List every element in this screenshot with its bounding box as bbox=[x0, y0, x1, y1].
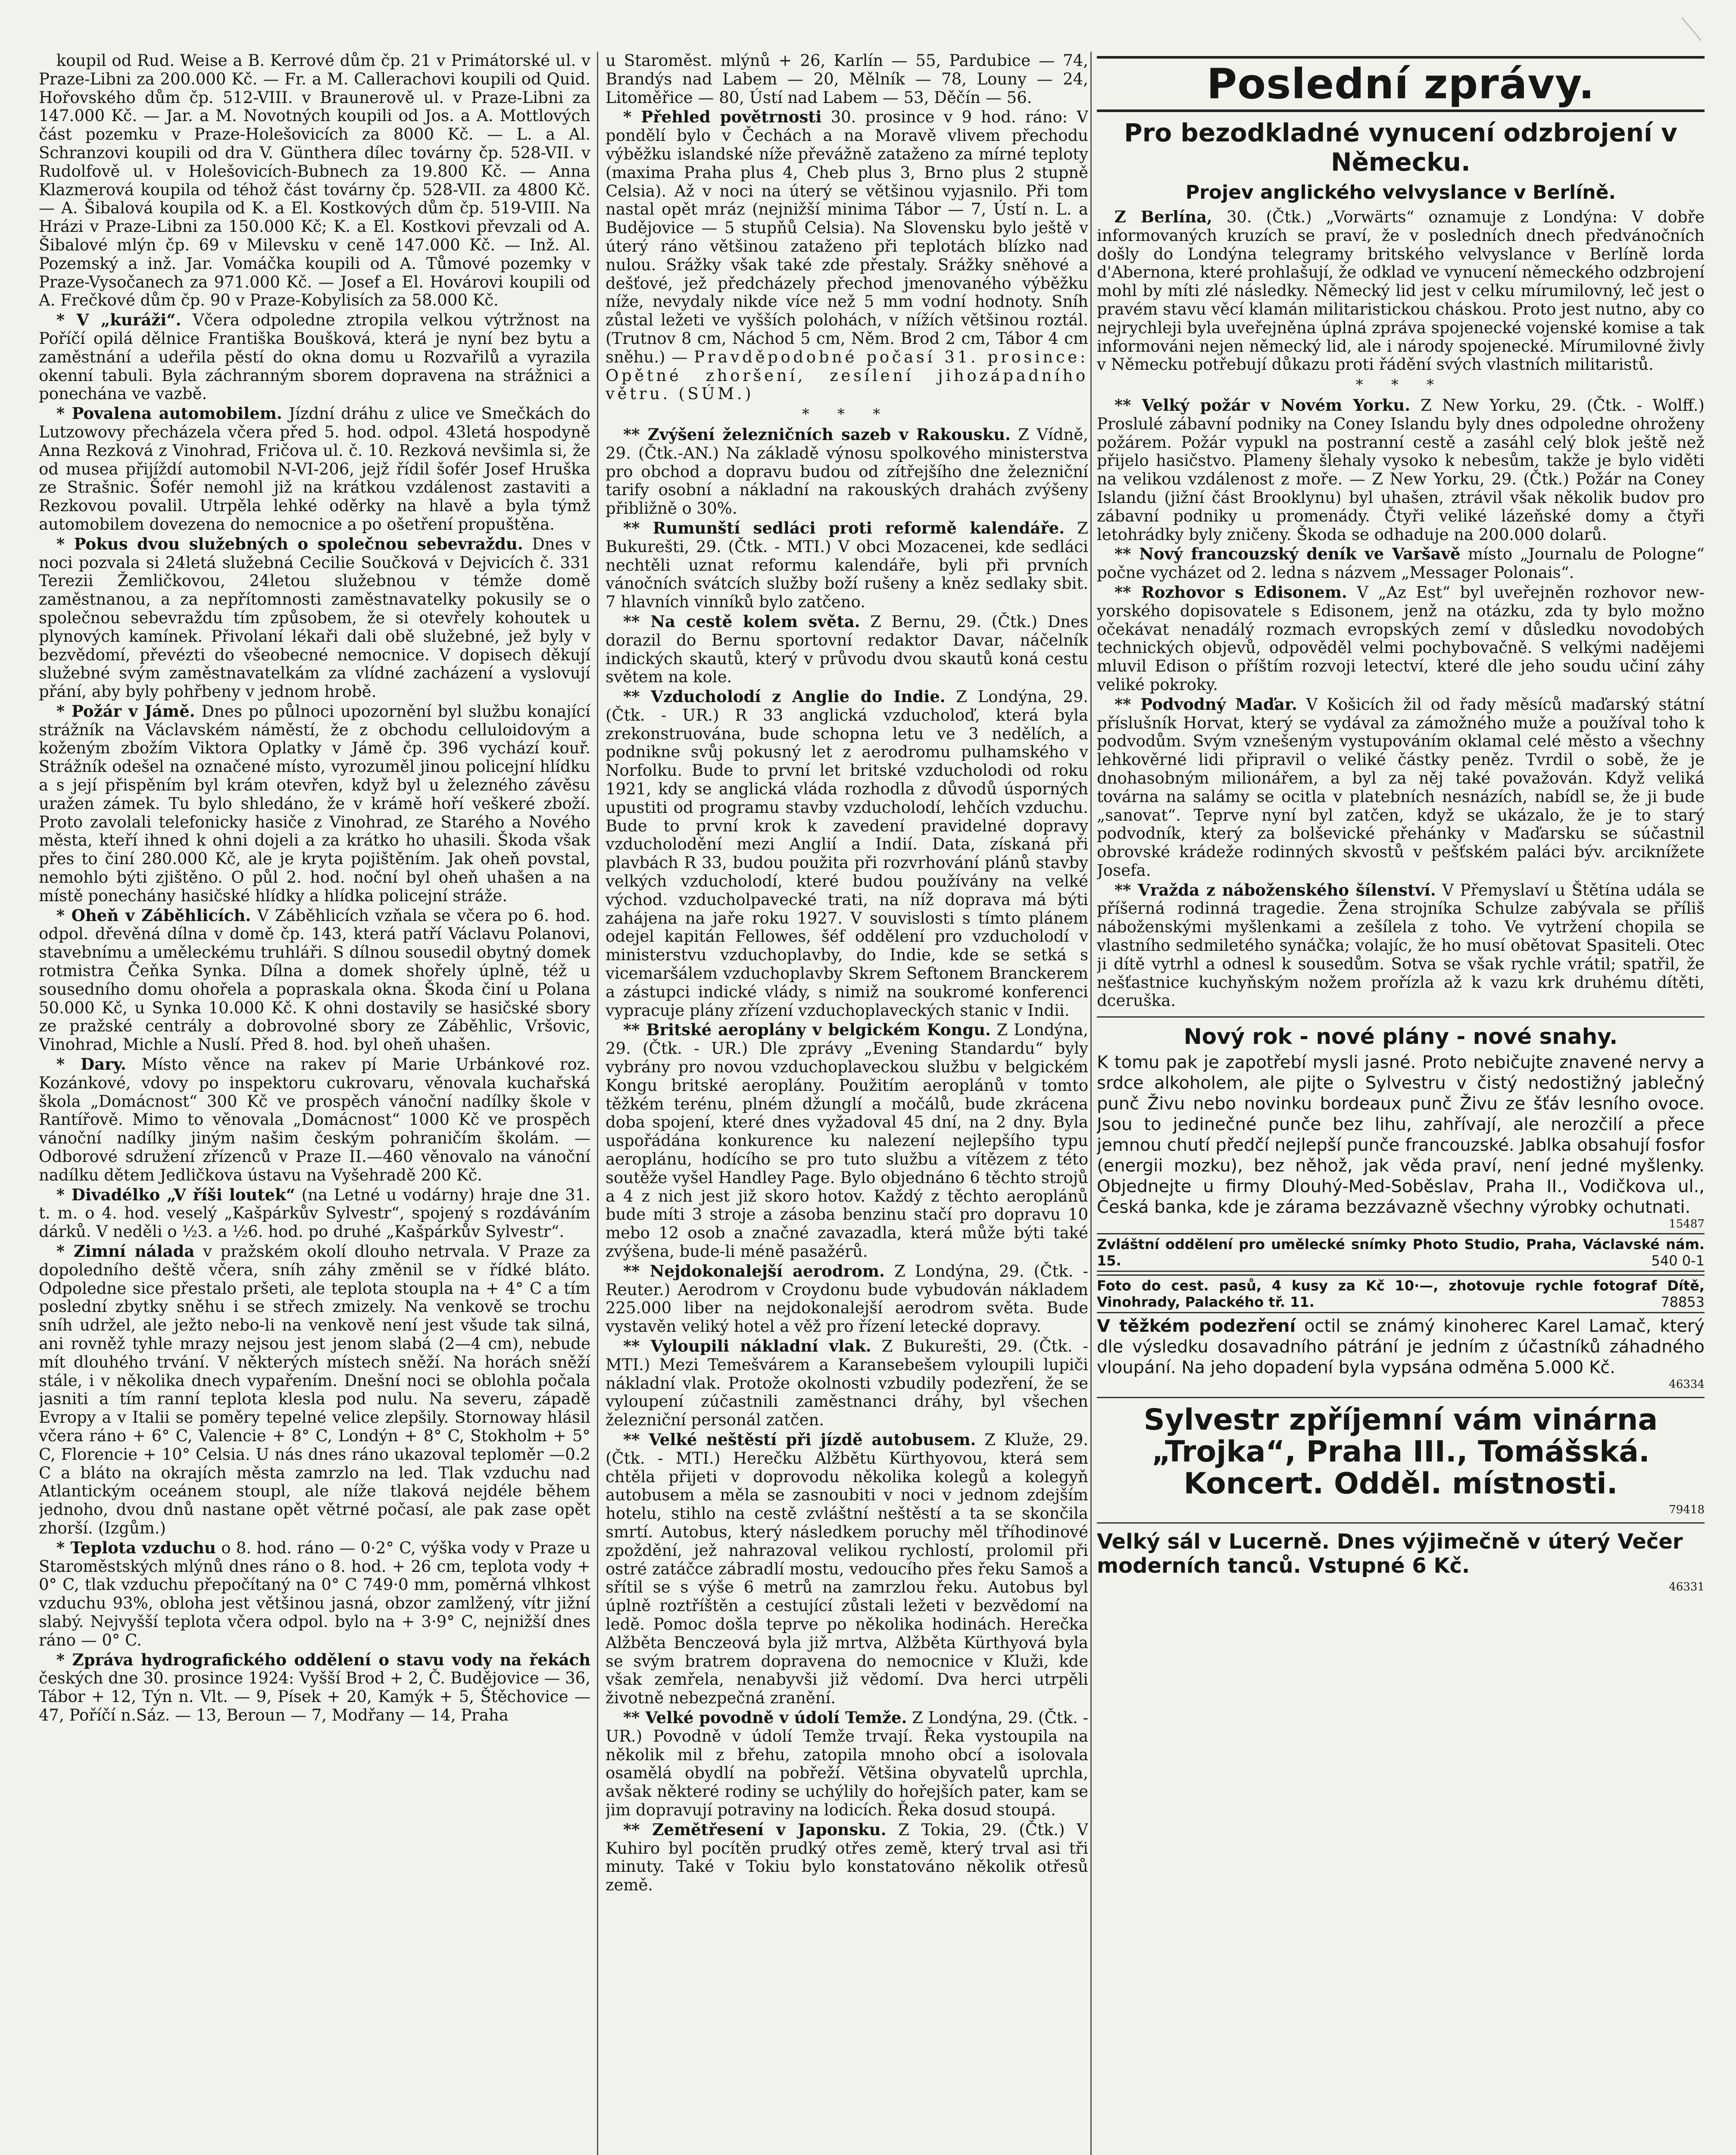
article-rumunsti-sedlaci: ** Rumunští sedláci proti reformě kalendáře. Z Bukurešti, 29. (Čtk. - MTI.) V obci Mozacenei, kde sedláci nechtěli uznat reformu kalendáře, byli při prvních vánočních svátcích služby boží rušeny a kněz sedlaky sbit. 7 hlavních vinníků bylo zatčeno. bbox=[606, 518, 1088, 612]
article-zimni-nalada: * Zimní nálada v pražském okolí dlouho netrvala. V Praze za dopoledního deště včera, sníh záhy změnil se v řídké bláto. Odpoledne sice přestalo pršeti, ale teplota stoupla na + 4° C a tím poslední zbytky sněhu i se střech zmizely. Na venkově se trochu sníh udržel, ale ježto nebo-li na venkově není jest všude tak silná, ani rovněž tyhle mrazy nejsou jest jenom slabá (2—4 cm), nebude mít dlouhého trvání. V některých místech sněží. Na horách sněží stále, i v několika dnech vypařením. Dnešní noci se oblohla počala jasniti a tím ranní teplota klesla pod nulu. Na severu, západě Evropy a v Italii se poměry tepelné velice zlepšily. Stornoway hlásil včera ráno + 6° C, Valencie + 8° C, Londýn + 8° C, Stokholm + 5° C, Florencie + 10° Celsia. U nás dnes ráno ukazoval teploměr —0.2 C a bláto na okrajích města zamrzlo na led. Tlak vzduchu nad Atlantickým oceánem stoupl, ale níže tlaková nejdéle během jednoho, dvou dnů nastane opět větrné počasí, ale pak zase opět zhorší. (Izgům.) bbox=[39, 1242, 590, 1537]
page-corner-fold bbox=[1681, 0, 1725, 41]
article-povalena: * Povalena automobilem. Jízdní dráhu z ulice ve Smečkách do Lutzowovy přecházela včera před 5. hod. odpol. 43letá hospodyně Anna Rezková z Vinohrad, Fričova ul. č. 10. Rezková nevšimla si, že od musea přijíždí automobil N-VI-206, jejž řídil šofér Josef Hruška ze Strašnic. Šofér nemohl již na krátkou vzdálenost zastaviti a Rezkovou povalil. Utrpěla lehké oděrky na hlavě a byla týmž automobilem dovezena do nemocnice a po ošetření propuštěna. bbox=[39, 404, 590, 534]
article-kurazi: * V „kuráži“. Včera odpoledne ztropila velkou výtržnost na Poříčí opilá dělnice Františka Boušková, která je nyní bez bytu a zaměstnání a udeřila pěstí do okna domu u Rozvařilů a vyrazila okenní tabuli. Byla záchranným sborem dopravena na strážnici a ponechána ve vazbě. bbox=[39, 310, 590, 403]
article-hydrograficke: * Zpráva hydrografického oddělení o stavu vody na řekách českých dne 30. prosince 1924: Vyšší Brod + 2, Č. Budějovice — 36, Tábor + 12, Týn n. Vlt. — 9, Písek + 20, Kamýk + 5, Štěchovice — 47, Poříčí n.Sáz. — 13, Beroun — 7, Modřany — 14, Praha bbox=[39, 1650, 590, 1724]
divider bbox=[1097, 1522, 1705, 1524]
article-vrazda: ** Vražda z náboženského šílenství. V Přemyslaví u Štětína udála se příšerná rodinná tragedie. Žena strojníka Schulze zabývala se příliš náboženskými myšlenkami a zešílela z toho. Ve vytržení chopila se vlastního sedmiletého synáčka; volajíc, že ho musí obětovat Spasiteli. Otec ji dítě vytrhl a odnesl k sousedům. Sotva se však rychle vrátil; spatřil, že nešťastnice kuchyňským nožem prořízla až k vazu krk druhému dítěti, dceruška. bbox=[1097, 880, 1705, 1010]
column-rule bbox=[1090, 52, 1092, 2155]
ad-vinarna-trojka: Sylvestr zpříjemní vám vinárna „Trojka“, Praha III., Tomášská. Koncert. Odděl. místnosti. bbox=[1143, 1403, 1658, 1501]
column-rule bbox=[597, 52, 598, 2155]
article-podvodny-madar: ** Podvodný Maďar. V Košicích žil od řady měsíců maďarský státní příslušník Horvat, který se vydával za zámožného muže a používal toho k podvodům. Svým vznešeným vystupováním oklamal celé město a všechny lehkověrné lidi připravil o veliké částky peněz. Tvrdil o sobě, že je dnohasobným milionářem, a byl za něj také považován. Když veliká továrna na salámy se ocitla v platebních nesnázích, nabídl se, že ji bude „sanovat“. Teprve nyní byl zatčen, když se ukázalo, že je to starý podvodník, který za bolševické přehánky v Maďarsku se súčastnil obrovské krádeže rodinných skvostů v pešťském paláci býv. arciknížete Josefa. bbox=[1097, 694, 1705, 880]
article-povodne-temze: ** Velké povodně v údolí Temže. Z Londýna, 29. (Čtk. - UR.) Povodně v údolí Temže trvají. Řeka vystoupila na několik mil z břehu, zatopila mnoho obcí a isolovala osamělá obydlí na pobřeží. Většina obyvatelů uprchla, avšak některé rodiny se uchýlily do hořejších pater, kam se jim dopravují potraviny na lodicích. Řeka dosud stoupá. bbox=[606, 1708, 1088, 1819]
lead-subheadline: Projev anglického velvyslance v Berlíně. bbox=[1185, 181, 1616, 203]
article-edison: ** Rozhovor s Edisonem. V „Az Est“ byl uveřejněn rozhovor new-yorského dopisovatele s Edisonem, jenž na otázku, zda ty bylo možno očekávat nenadálý rozmach evropských zemí v důsledku novodobých technických objevů, odpověděl velmi pochybovačně. S velkými nadějemi mluvil Edison o příštím rozvoji letectví, které dle jeho soudu učiní záhy veliké pokroky. bbox=[1097, 582, 1705, 694]
separator-stars: * * * bbox=[1355, 376, 1446, 394]
ad-photo-studio: Zvláštní oddělení pro umělecké snímky Photo Studio, Praha, Václavské nám. 15. 540 0-1 bbox=[1097, 1233, 1705, 1272]
article-water-levels-cont: u Staroměst. mlýnů + 26, Karlín — 55, Pardubice — 74, Brandýs nad Labem — 20, Mělník — 78, Louny — 24, Litoměřice — 80, Ústí nad Labem — 53, Děčín — 56. bbox=[606, 52, 1088, 107]
section-title: Poslední zprávy. bbox=[1097, 56, 1705, 112]
article-divadelko: * Divadélko „V říši loutek“ (na Letné u vodárny) hraje dne 31. t. m. o 4. hod. veselý „Kašpárkův Sylvestr“, spojený s rozdáváním dárků. V neděli o ½3. a ½6. hod. po druhé „Kašpárkův Sylvestr“. bbox=[39, 1185, 590, 1241]
ad-number: 46334 bbox=[1669, 1378, 1705, 1391]
article-dary: * Dary. Místo věnce na rakev pí Marie Urbánkové roz. Kozánkové, vdovy po inspektoru cukrovaru, věnovala kuchařská škola „Domácnost“ 300 Kč ve prospěch vánoční nadílky škole v Rantířově. Mimo to věnovala „Domácnost“ 1000 Kč ve prospěch vánoční nadílky jiným našim českým pohraničím školám. — Odborové sdružení zřízenců v Praze II.—460 věnovalo na vánoční nadílku dětem Jedličkova ústavu na Vyšehradě 200 Kč. bbox=[39, 1055, 590, 1184]
article-kolem-sveta: ** Na cestě kolem světa. Z Bernu, 29. (Čtk.) Dnes dorazil do Bernu sportovní redaktor Davar, náčelník indických skautů, který v průvodu dvou skautů koná cestu světem na kole. bbox=[606, 612, 1088, 687]
article-sebevrazda: * Pokus dvou služebných o společnou sebevraždu. Dnes v noci pozvala si 24letá služebná Cecilie Součková v Dejvicích č. 331 Terezii Žemličkovou, 24letou služebnou v témže domě zaměstnanou, a za nepřítomnosti zaměstnavatelky pokusily se o společnou sebevraždu tím způsobem, že si otevřely kohoutek u plynových kamínek. Přivolaní lékaři dali obě služebné, jež byly v bezvědomí, převézti do všeobecné nemocnice. V dopisech děkují služebné svým zaměstnavatelkám za vlídné zacházení a vyslovují přání, aby byly pohřbeny v jednom hrobě. bbox=[39, 534, 590, 701]
article-francouzsky-denik: ** Nový francouzský deník ve Varšavě místo „Journalu de Pologne“ počne vycházet od 2. ledna s názvem „Messager Polonais“. bbox=[1097, 544, 1705, 582]
ad-punc-headline: Nový rok - nové plány - nové snahy. bbox=[1183, 1024, 1618, 1049]
article-vzducholodi: ** Vzducholodí z Anglie do Indie. Z Londýna, 29. (Čtk. - UR.) R 33 anglická vzducholoď, která byla zrekonstruována, bude schopna letu ve 3 nedělích, a podnikne svůj pokusný let z aerodromu pulhamského v Norfolku. Bude to první let britské vzducholodi od roku 1921, kdy se anglická vláda rozhodla z důvodů úsporných upustiti od programu stavby vzducholodí, lehčích vzduchu. Bude to první krok k zavedení pravidelné dopravy vzducholodění mezi Anglií a Indií. Data, získaná při plavbách R 33, budou použita při rozvrhování plánů stavby velkých vzducholodí, které budou používány na velké východ. vzducholpavecké trati, na níž doprava má býti zahájena na jaře roku 1927. V souvislosti s tímto plánem odejel kapitán Fellowes, šéf oddělení pro vzducholodí v ministerstvu vzduchoplavby, do Indie, kde se setká s vicemaršálem vzduchoplavby Skrem Seftonem Branckerem a zástupci indické vlády, s nimiž na soukromé konferenci vypracuje plány zřízení vzduchoplaveckých stanic v Indii. bbox=[606, 687, 1088, 1020]
article-vyloupili-vlak: ** Vyloupili nákladní vlak. Z Bukurešti, 29. (Čtk. - MTI.) Mezi Temešvárem a Karansebešem vyloupili lupiči nákladní vlak. Protože okolnosti vzbudily podezření, že se vyloupení zúčastnili zaměstnanci dráhy, byl všechen železniční personál zatčen. bbox=[606, 1336, 1088, 1430]
article-prehled-povetrnosti: * Přehled povětrnosti 30. prosince v 9 hod. ráno: V pondělí bylo v Čechách a na Moravě vlivem přechodu výběžku islandské níže převážně zataženo za mírné teploty (maxima Praha plus 4, Cheb plus 3, Brno plus 2 stupně Celsia). Až v noci na úterý se většinou vyjasnilo. Při tom nastal opět mráz (nejnižší minima Tábor — 7, Ústí n. L. a Budějovice — 5 stupňů Celsia). Na Slovensku bylo ještě v úterý ráno většinou zataženo při teplotách blízko nad nulou. Srážky však také zde přestaly. Srážky sněhové a dešťové, jež předcházely přechod jmenovaného výběžku níže, nevydaly nikde více než 5 mm vodní hodnoty. Sníh zůstal ležeti ve vyšších polohách, v nížích většinou roztál. (Trutnov 8 cm, Náchod 5 cm, Něm. Brod 2 cm, Tábor 4 cm sněhu.) — Pravděpodobné počasí 31. prosince: Opětné zhoršení, zesílení jihozápadního větru. (SÚM.) bbox=[606, 107, 1088, 403]
article-nestesti-autobus: ** Velké neštěstí při jízdě autobusem. Z Kluže, 29. (Čtk. - MTI.) Herečku Alžbětu Kürthyovou, která sem chtěla přijeti v doprovodu několika kolegů a kolegyň autobusem a měla se zasnoubiti v noci v jednom zdejším hotelu, stihlo na cestě zvláštní neštěstí a ta se skončila smrtí. Autobus, který následkem poruchy měl tříhodinové zpoždění, jež nahrazoval velikou rychlostí, prolomil při ostré zatáčce zábradlí mostu, vedoucího přes řeku Samoš a sřítil se s výše 6 metrů na zamrzlou řeku. Autobus byl úplně roztříštěn a cestující zůstali ležeti v bezvědomí na ledě. Pomoc došla teprve po několika hodinách. Herečka Alžběta Benczeová byla již mrtva, Alžběta Kürthyová byla se svým bratrem dopravena do nemocnice v Kluži, kde však zemřela, nenabyvši již vědomí. Dva herci utrpěli životně nebezpečná zranění. bbox=[606, 1430, 1088, 1708]
article-real-estate: koupil od Rud. Weise a B. Kerrové dům čp. 21 v Primátorské ul. v Praze-Libni za 200.000 Kč. — Fr. a M. Callerachovi koupili od Quid. Hořovského dům čp. 512-VIII. v Braunerově ul. v Praze-Libni za 147.000 Kč. — Jar. a M. Novotných koupili od Jos. a A. Mottlových část pozemku v Praze-Holešovicích za 8000 Kč. — L. a Al. Schranzovi koupili od dra V. Günthera dílec továrny čp. 528-VII. v Rudolfově ul. v Holešovicích-Bubnech za 19.800 Kč. — Anna Klazmerová koupila od téhož část továrny čp. 528-VII. za 4800 Kč. — A. Šibalová koupila od K. a El. Kostkových dům čp. 519-VIII. Na Hrázi v Praze-Libni za 150.000 Kč; K. a El. Kostkovi převzali od A. Šibalové mlýn čp. 69 v Milevsku v ceně 147.000 Kč. — Inž. Al. Pozemský a inž. Jar. Vomáčka koupili od A. Tůmové pozemky v Praze-Vysočanech za 971.000 Kč. — Josef a El. Hovárovi koupili od A. Frečkové dům čp. 90 v Praze-Kobylisích za 58.000 Kč. bbox=[39, 52, 590, 310]
ad-tezke-podezreni: V těžkém podezření octil se známý kinoherec Karel Lamač, který dle výsledku dosavadního pátrání je jedním z účastníků záhadného vloupání. Na jeho dopadení byla vypsána odměna 5.000 Kč. bbox=[1097, 1316, 1705, 1378]
article-aerodrom: ** Nejdokonalejší aerodrom. Z Londýna, 29. (Čtk. - Reuter.) Aerodrom v Croydonu bude vybudován nákladem 225.000 liber na nejdokonalejší aerodrom světa. Bude vystavěn veliký hotel a věž pro řízení letecké dopravy. bbox=[606, 1261, 1088, 1336]
article-zemetreseni: ** Zemětřesení v Japonsku. Z Tokia, 29. (Čtk.) V Kuhiro byl pocítěn prudký otřes země, který trval asi tři minuty. Také v Tokiu bylo konstatováno několik otřesů země. bbox=[606, 1820, 1088, 1895]
article-zvyseni-sazeb: ** Zvýšení železničních sazeb v Rakousku. Z Vídně, 29. (Čtk.-AN.) Na základě výnosu spolkového ministerstva pro obchod a dopravu budou od zítřejšího dne železniční tarify osobní a nákladní na rakouských drahách zvýšeny přibližně o 30%. bbox=[606, 425, 1088, 518]
ad-lucerna: Velký sál v Lucerně. Dnes výjimečně v úterý Večer moderních tanců. Vstupné 6 Kč. bbox=[1097, 1530, 1683, 1578]
article-ohen-zabehlice: * Oheň v Záběhlicích. V Záběhlicích vzňala se včera po 6. hod. odpol. dřevěná dílna v domě čp. 143, která patří Václavu Polanovi, stavebnímu a uměleckému truhláři. S dílnou sousedil obytný domek rotmistra Čeňka Synka. Dílna a domek shořely úplně, též u sousedního domu ohořela a popraskala okna. Škoda činí u Polana 50.000 Kč, u Synka 10.000 Kč. K ohni dostavily se hasičské sbory ze pražské centrály a dobrovolné sbory ze Záběhlic, Vršovic, Vinohrad, Michle a Nuslí. Před 8. hod. byl oheň uhašen. bbox=[39, 906, 590, 1054]
lead-headline: Pro bezodkladné vynucení odzbrojení v Německu. bbox=[1124, 118, 1677, 177]
ad-foto-pasu: Foto do cest. pasů, 4 kusy za Kč 10·—, zhotovuje rychle fotograf Dítě, Vinohrady, Palackého tř. 11. 78853 bbox=[1097, 1274, 1705, 1313]
article-pozar-v-jame: * Požár v Jámě. Dnes po půlnoci upozornění byl službu konající strážník na Václavském náměstí, že z obchodu celluloidovým a koženým zbožím Viktora Oplatky v Jámě čp. 396 vychází kouř. Strážník odešel na označené místo, vyrozuměl jinou policejní hlídku a s její přispěním byl krám otevřen, když byl u železného závěsu uražen zámek. Tu bylo shledáno, že v krámě hoří veškeré zboží. Proto zavolali telefonicky hasiče z Vinohrad, ze Starého a Nového města, kteří ihned k ohni dojeli a za krátko ho uhasili. Škoda však přes to činí 280.000 Kč, ale je kryta pojištěním. Jak oheň povstal, nemohlo býti zjištěno. O půl 2. hod. noční byl oheň uhašen a na místě ponechány hasičské hlídky a hlídka policejní stráže. bbox=[39, 701, 590, 905]
article-teplota: * Teplota vzduchu o 8. hod. ráno — 0·2° C, výška vody v Praze u Staroměstských mlýnů dnes ráno o 8. hod. + 26 cm, teplota vody + 0° C, tlak vzduchu přepočítaný na 0° C 749·0 mm, poměrná vlhkost vzduchu 93%, obloha jest většinou jasná, obzor zamlžený, vítr jižní slabý. Nejvyšší teplota včera odpol. bylo na + 3·9° C, nejnižší dnes ráno — 0° C. bbox=[39, 1538, 590, 1649]
column-left bbox=[39, 52, 590, 2155]
separator-stars: * * * bbox=[802, 406, 892, 423]
article-aeroplany-kongo: ** Britské aeroplány v belgickém Kongu. Z Londýna, 29. (Čtk. - UR.) Dle zprávy „Evening Standardu“ byly vybrány pro novou vzduchoplaveckou službu v belgickém Kongu britské aeroplány. Použitím aeroplánů v tomto těžkém terénu, plném džunglí a močálů, bude zkrácena doba spojení, které dnes vyžadoval 45 dní, na 2 dny. Byla uspořádána konkurence ku nalezení nejlepšího typu aeroplánu, hodícího se pro tuto službu a vítězem z této soutěže vyšel Handley Page. Bylo objednáno 6 těchto strojů a 4 z nich jest již skoro hotov. Každý z těchto aeroplánů bude míti 3 stroje a zásoba benzinu stačí pro dopravu 10 mebo 12 osob a značné zavazadla, která může býti také zvýšena, bude-li méně pasažérů. bbox=[606, 1020, 1088, 1261]
ad-number: 79418 bbox=[1669, 1503, 1705, 1517]
ad-number: 46331 bbox=[1669, 1580, 1705, 1594]
divider bbox=[1097, 1397, 1705, 1398]
article-pozar-new-york: ** Velký požár v Novém Yorku. Z New Yorku, 29. (Čtk. - Wolff.) Proslulé zábavní podniky na Coney Islandu byly dnes odpoledne ohroženy požárem. Požár vypukl na postranní cestě a zasáhl celý blok ještě než přijelo hasičstvo. Plameny šlehaly vysoko k nebesům, takže je bylo viděti na velikou vzdálenost z moře. — Z New Yorku, 29. (Čtk.) Požár na Coney Islandu (jižní část Brooklynu) byl uhašen, ztrávil však několik budov pro zábavní podniky u promenády. Čtyři veliké lázeňské domy a čtyři letohrádky byly zničeny. Škoda se odhaduje na 200.000 dolarů. bbox=[1097, 395, 1705, 544]
column-right bbox=[1097, 52, 1705, 2155]
ad-number: 15487 bbox=[1669, 1218, 1705, 1231]
ad-punc-body: K tomu pak je zapotřebí mysli jasné. Proto nebičujte znavené nervy a srdce alkoholem, ale pijte o Sylvestru v čistý nedostižný jablečný punč Živu nebo novinku bordeaux punč Živu ze šťáv lesního ovoce. Jsou to jedinečné punče bez lihu, zahřívají, ale nerozčilí a přece jemnou chutí předčí nejlepší punče francouzské. Jablka obsahují fosfor (energii mozku), bez něhož, jak věda praví, není jedné myšlenky. Objednejte u firmy Dlouhý-Med-Soběslav, Praha II., Vodičkova ul., Česká banka, kde je zárama bezzávazně všechny výrobky ochutnati. bbox=[1097, 1053, 1705, 1218]
column-middle bbox=[606, 52, 1088, 2155]
article-berlin: Z Berlína, 30. (Čtk.) „Vorwärts“ oznamuje z Londýna: V dobře informovaných kruzích se praví, že v posledních dnech předvánočních došly do Londýna telegramy britského velvyslance v Berlíně lorda d'Abernona, které prohlašují, že odklad ve vynucení německého odzbrojení mohl by míti zlé následky. Německý lid jest v celku mírumilovný, leč jest o pravém stavu věcí klamán militaristickou cháskou. Proto jest nutno, aby co nejrychleji byla uveřejněna úplná zpráva spojenecké vojenské komise a tak informováni nejen německý lid, ale i národy spojenecké. Mírumilovné živly v Německu potřebují důkazu proti řádění svých vlastních militaristů. bbox=[1097, 207, 1705, 374]
divider bbox=[1097, 1016, 1705, 1018]
